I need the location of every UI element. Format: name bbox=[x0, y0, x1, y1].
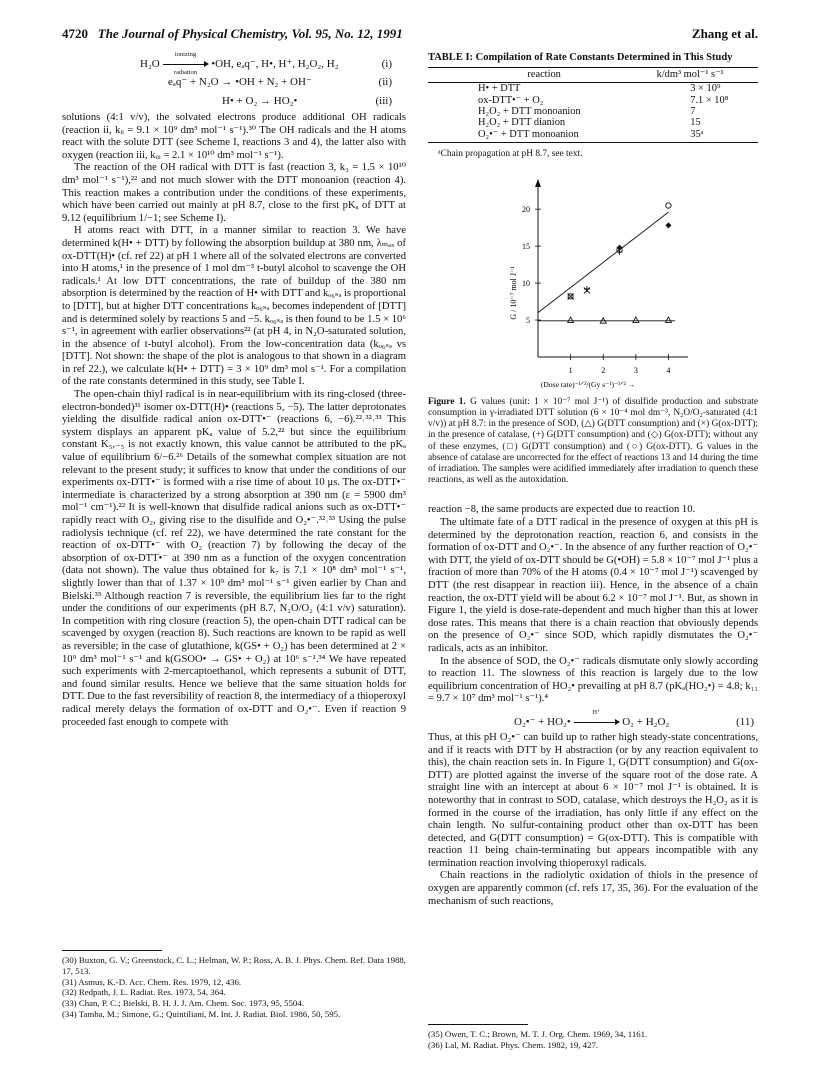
table-row: O₂•⁻ + DTT monoanion 35ᵃ bbox=[428, 129, 758, 143]
reaction-arrow: ionizing radiation bbox=[162, 58, 208, 71]
paragraph: reaction −8, the same products are expected due to reaction 10. bbox=[428, 504, 696, 516]
table-footnote: ᵃChain propagation at pH 8.7, see text. bbox=[438, 149, 583, 160]
x-axis-label: (Dose rate)⁻¹ᐟ²/(Gy s⁻¹)⁻¹ᐟ² → bbox=[540, 379, 636, 389]
paragraph: The reaction of the OH radical with DTT is fast (reaction 3, k₃ = 1.5 × 10¹⁰ dm³ mol⁻¹ s⁻¹),²² and not much slower with the DTT monoanion (reaction 4). This reaction makes a contribution under the conditions of these experiments, which have been carried out mainly at pH 8.7, close to the first pKₐ of DTT at 9.12 (equilibrium 1/−1; see Scheme I). bbox=[62, 162, 406, 224]
data-point-triangle bbox=[633, 317, 639, 322]
references-left bbox=[62, 950, 406, 1020]
equation-iii: H• + O₂ → HO₂• (iii) bbox=[222, 95, 392, 107]
table-row: ox-DTT•⁻ + O₂ 7.1 × 10⁸ bbox=[478, 94, 729, 106]
data-point-plus bbox=[584, 286, 590, 292]
figure-caption bbox=[428, 397, 758, 487]
figure-1 bbox=[428, 175, 758, 397]
journal-citation: The Journal of Physical Chemistry, Vol. 95, No. 12, 1991 bbox=[97, 26, 403, 41]
left-column bbox=[62, 52, 406, 729]
paragraph: In the absence of SOD, the O₂•⁻ radicals dismutate only slowly according to reaction 11. The slowness of this reaction is largely due to the low equilibrium concentration of HO₂• prevailing at pH 8.7 (pKₐ(HO₂•) = 4.8; k₁₁ = 9.7 × 10⁷ dm³ mol⁻¹ s⁻¹).⁴ bbox=[428, 655, 758, 705]
x-tick-label: 2 bbox=[601, 365, 606, 375]
table-header: reaction bbox=[428, 67, 622, 83]
equation-11: O₂•⁻ + HO₂• H⁺ O₂ + H₂O₂ (11) bbox=[514, 708, 754, 728]
data-point-diamond bbox=[665, 222, 671, 228]
paragraph: The ultimate fate of a DTT radical in the presence of oxygen at this pH is determined by the deprotonation reaction, reaction 6, and consists in the formation of ox-DTT and O₂•⁻. In the absence of any further reaction of O₂•⁻ with DTT, the yield of ox-DTT should be G(•OH) = 5.8 × 10⁻⁷ mol J⁻¹ plus a fraction of more than 70% of the H atoms (0.4 × 10⁻⁷ mol J⁻¹) scavenged by DTT (the rest disappear in reaction iii). Hence, in the absence of a chain reaction, the ox-DTT yield will be about 6.2 × 10⁻⁷ mol J⁻¹. But, as shown in Figure 1, the yield is dose-rate-dependent and much higher than this at lower dose rates. This means that there is a chain reaction that obviously depends on the presence of O₂•⁻ since SOD, which rapidly dismutates the O₂•⁻ radicals, acts as an inhibitor. bbox=[428, 517, 758, 654]
x-tick-label: 3 bbox=[633, 365, 638, 375]
y-tick-label: 15 bbox=[522, 241, 530, 251]
equation-i: H₂O ionizing radiation •OH, eₐq⁻, H•, H⁺, H₂O₂, H₂ (i) bbox=[140, 51, 392, 76]
paragraph: H atoms react with DTT, in a manner similar to reaction 3. We have determined k(H• + DTT) by following the absorption buildup at 380 nm, λₘₐₓ of ox-DTT(H)• (cf. ref 22) at pH 1 where all of the solvated electrons are converted into H atoms,¹ in the presence of 1 mol dm⁻³ t-butyl alcohol to scavenge the OH radicals.¹ At low DTT concentrations, the rate of buildup of the 380 nm absorption is determined by the reaction of H• with DTT and kₒ₆ₛₔ is proportional to [DTT], but at higher DTT concentrations kₒ₆ₛₔ becomes independent of [DTT] and is determined solely by reactions 5 and −5. kₒ₆ₛₔ is then found to be 1.5 × 10⁶ s⁻¹, in agreement with earlier observations²² (at pH 4, in N₂O-saturated solution, in the absence of t-butyl alcohol). From the low-concentration data (kₒ₆ₛₔ vs [DTT]. Not shown: the shape of the plot is analogous to that shown in a diagram in ref 22.), we calculate k(H• + DTT) = 3 × 10⁹ dm³ mol s⁻¹. For a compilation of the rate constants determined in this study, see Table I. bbox=[62, 225, 406, 388]
references-right bbox=[428, 1024, 758, 1051]
paragraph: solutions (4:1 v/v), the solvated electrons produce additional OH radicals (reaction ii, kᵢᵢ = 9.1 × 10⁹ dm³ mol⁻¹ s⁻¹).³⁰ The OH radicals and the H atoms react with the solute DTT (see Scheme I, reactions 3 and 4), the latter also with oxygen (reaction iii, kᵢᵢᵢ = 2.1 × 10¹⁰ dm³ mol⁻¹ s⁻¹). bbox=[62, 112, 406, 161]
paragraph: Chain reactions in the radiolytic oxidation of thiols in the presence of oxygen are apparently common (cf. refs 17, 35, 36). For the evaluation of the mechanism of such reactions, bbox=[428, 870, 758, 907]
y-axis-arrow bbox=[535, 179, 541, 187]
reaction-arrow: H⁺ bbox=[573, 716, 619, 729]
reference: (31) Asmus, K.-D. Acc. Chem. Res. 1979, 12, 436. bbox=[62, 976, 242, 987]
reference: (35) Owen, T. C.; Brown, M. T. J. Org. Chem. 1969, 34, 1161. bbox=[428, 1029, 648, 1039]
y-tick-label: 20 bbox=[522, 204, 530, 214]
data-point-triangle bbox=[568, 317, 574, 322]
equation-ii: eₐq⁻ + N₂O → •OH + N₂ + OH⁻ (ii) bbox=[168, 76, 392, 88]
reference: (32) Redpath, J. L. Radiat. Res. 1973, 54, 364. bbox=[62, 987, 226, 998]
table-header: k/dm³ mol⁻¹ s⁻¹ bbox=[622, 67, 758, 83]
y-tick-label: 10 bbox=[522, 278, 530, 288]
paragraph: The open-chain thiyl radical is in near-equilibrium with its ring-closed (three-electron-bonded)³¹ isomer ox-DTT(H)• (reactions 5, −5). The latter deprotonates yielding the disulfide radical anion ox-DTT•⁻ (reactions 6, −6).²²˒³²˒³³ This system displays an apparent pKₐ value of 5.2,²² but since the equilibrium constant K₅,₋₅ is not exactly known, this value cannot be attributed to the pKₐ value of equilibrium 6/−6.²⁶ Details of the somewhat complex situation are not relevant to the present study; it suffices to know that under the conditions of our experiments ox-DTT•⁻ is formed with a rise time of about 10 μs. The ox-DTT•⁻ intermediate is characterized by a strong absorption at 390 nm (ε = 5900 dm³ mol⁻¹ cm⁻¹).²² It is well-known that disulfide radical anions such as ox-DTT•⁻ rapidly react with O₂, giving rise to the disulfide and O₂•⁻.³²˒³³ Using the pulse radiolysis technique (cf. ref 22), we have determined the rate constant for the reaction of ox-DTT•⁻ with O₂ (reaction 7) by following the decay of the absorption of ox-DTT•⁻ at 390 nm as a function of the oxygen concentration (data not shown). The value thus obtained for k₇ is 7.1 × 10⁸ dm³ mol⁻¹ s⁻¹, slightly lower than that of 1.37 × 10⁹ dm³ mol⁻¹ s⁻¹ given earlier by Chan and Bielski.³³ Although reaction 7 is reversible, the equilibrium lies far to the right under the conditions of our experiments (pH 8.7, N₂O/O₂ (4:1 v/v) saturation). In competition with ring closure (reaction 5), the open-chain DTT radical can be scavenged by oxygen (reaction 8). Such reactions are known to be rapid as well as reversible; in the case of glutathione, k(GS• + O₂) has been determined at 2 × 10⁹ dm³ mol⁻¹ s⁻¹ and k(GSOO• → GS• + O₂) at 10⁶ s⁻¹.³⁴ We have repeated such experiments with 2-mercaptoethanol, which represents a subunit of DTT, and found similar results. Hence we believe that the same situation holds for DTT. Due to the fast reversibility of reaction 8, the intermediacy of a thioperoxyl radical merely delays the formation of ox-DTT and O₂•⁻. Even if reaction 9 proceeded fast enough to compete with bbox=[62, 389, 406, 728]
reference: (36) Lal, M. Radiat. Phys. Chem. 1982, 19, 427. bbox=[428, 1039, 599, 1050]
figure-caption-label: Figure 1. bbox=[428, 396, 466, 407]
page-header bbox=[62, 26, 758, 46]
data-point-circle bbox=[666, 203, 671, 208]
paragraph: Thus, at this pH O₂•⁻ can build up to rather high steady-state concentrations, and if it reacts with DTT by H abstraction (or by any reaction equivalent to this), the chain reaction sets in. In Figure 1, G(DTT consumption) and G(ox-DTT) are plotted against the inverse of the square root of the dose rate. A straight line with an intercept at about 6 × 10⁻⁷ mol J⁻¹ is obtained. It is noteworthy that in contrast to SOD, catalase, which destroys the H₂O₂ as it is formed in the course of the irradiation, has only little if any effect on the chain length. No sulfur-containing product other than ox-DTT has been detected, and G(DTT consumption) = G(ox-DTT). This is compatible with reaction 11 being chain-terminating but appears incompatible with any termination reaction involving thioperoxyl radicals. bbox=[428, 731, 758, 869]
table-row: H₂O₂ + DTT dianion 15 bbox=[478, 117, 701, 129]
y-axis-label: G / 10⁻⁷ mol J⁻¹ bbox=[509, 266, 518, 320]
x-tick-label: 1 bbox=[568, 365, 573, 375]
data-point-triangle bbox=[665, 317, 671, 322]
x-tick-label: 4 bbox=[666, 365, 671, 375]
figure-caption-text: G values (unit: 1 × 10⁻⁷ mol J⁻¹) of disulfide production and substrate consumption in γ-irradiated DTT solution (6 × 10⁻⁴ mol dm⁻³, N₂O/O₂-saturated (4:1 v/v)) at pH 8.7: in the presence of SOD, (△) G(DTT consumption) and (×) G(ox-DTT); in the presence of catalase, (+) G(DTT consumption) and (◇) G(ox-DTT); without any of these enzymes, (□) G(DTT consumption) and (○) G(ox-DTT). G values in the absence of catalase are uncorrected for the effect of reactions 13 and 14 during the time of irradiation. The samples were acidified immediately after irradiation to quench these reactions, as well as the autoxidation. bbox=[428, 396, 759, 486]
table-row: H• + DTT 3 × 10⁹ bbox=[478, 83, 721, 95]
page-number: 4720 bbox=[62, 26, 88, 41]
fit-line bbox=[538, 212, 668, 313]
reference: (33) Chan, P. C.; Bielski, B. H. J. J. Am. Chem. Soc. 1973, 95, 5504. bbox=[62, 998, 304, 1009]
right-column bbox=[428, 52, 758, 908]
rate-constants-table bbox=[428, 67, 758, 144]
y-tick-label: 5 bbox=[526, 315, 530, 325]
reference: (34) Tamba, M.; Simone, G.; Quintiliani, M. Int. J. Radiat. Biol. 1986, 50, 595. bbox=[62, 1008, 341, 1019]
table-title: TABLE I: Compilation of Rate Constants Determined in This Study bbox=[428, 52, 733, 63]
figure-1-chart bbox=[428, 175, 758, 397]
table-row: H₂O₂ + DTT monoanion 7 bbox=[478, 106, 696, 117]
reference: (30) Buxton, G. V.; Greenstock, C. L.; Helman, W. P.; Ross, A. B. J. Phys. Chem. Ref. Data 1988, 17, 513. bbox=[62, 955, 406, 976]
running-authors: Zhang et al. bbox=[691, 26, 758, 41]
